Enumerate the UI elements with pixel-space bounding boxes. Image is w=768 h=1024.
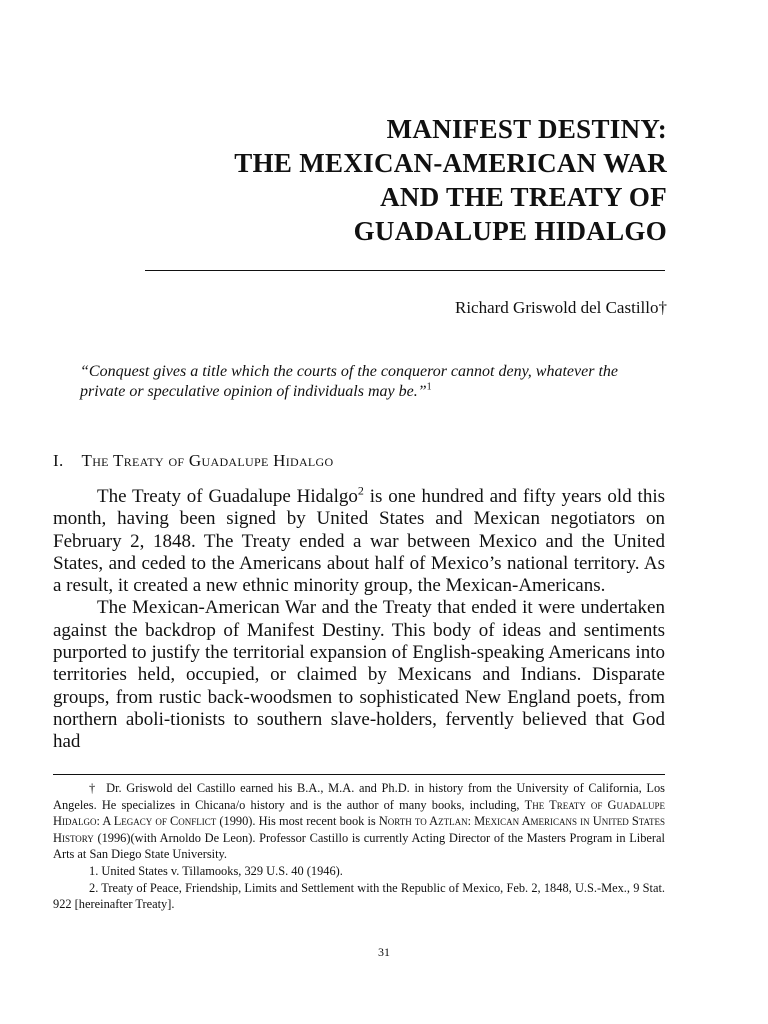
epigraph <box>80 362 640 402</box>
footnote-dagger-text-2: (1990). His most recent book is <box>216 814 379 829</box>
epigraph-footnote-ref: 1 <box>426 381 432 393</box>
footnote-2: 2. Treaty of Peace, Friendship, Limits and Settlement with the Republic of Mexico, Feb. 2, 1848, U.S.-Mex., 9 Stat. 922 [hereinafter Treaty]. <box>53 880 665 912</box>
section-title: The Treaty of Guadalupe Hidalgo <box>81 451 334 470</box>
epigraph-text: “Conquest gives a title which the courts of the conqueror cannot deny, whatever the private or speculative opinion of individuals may be.” <box>80 363 618 400</box>
paragraph-1 <box>53 483 665 597</box>
footnote-book-title-2: North to Aztlan: Mexican Americans in United States History <box>53 814 666 845</box>
author-byline <box>455 298 667 318</box>
footnote-dagger <box>53 780 665 863</box>
page-number: 31 <box>378 945 390 959</box>
author-footnote-mark: † <box>658 298 667 317</box>
title-line-2: THE MEXICAN-AMERICAN WAR <box>234 148 667 178</box>
footnote-book-title-1: The Treaty of Guadalupe Hidalgo: A Legacy of Conflict <box>53 797 665 829</box>
footnote-dagger-text-1: Dr. Griswold del Castillo earned his B.A., M.A. and Ph.D. in history from the University of California, Los Angeles. He specializes in Chicana/o history and is the author of many books, including, <box>53 781 666 812</box>
section-number: I. <box>53 451 64 470</box>
footnotes <box>53 780 665 913</box>
article-title <box>107 112 667 248</box>
title-line-3: AND THE TREATY OF <box>380 182 667 212</box>
footnote-dagger-mark: † <box>89 781 97 795</box>
body-text <box>53 483 665 754</box>
paragraph-1-rest: is one hundred and fifty years old this month, having been signed by United States and Mexican negotiators on February 2, 1848. The Treaty ended a war between Mexico and the United States, and ceded to the Americans about half of Mexico’s national territory. As a result, it created a new ethnic minority group, the Mexican-Americans. <box>53 486 665 597</box>
footnote-1: 1. United States v. Tillamooks, 329 U.S. 40 (1946). <box>89 863 343 878</box>
title-line-1: MANIFEST DESTINY: <box>386 114 667 144</box>
footnote-ref-2: 2 <box>357 483 364 498</box>
title-line-4: GUADALUPE HIDALGO <box>353 216 667 246</box>
paragraph-1-start: The Treaty of Guadalupe Hidalgo <box>97 486 358 507</box>
section-heading <box>53 451 334 471</box>
paragraph-2: The Mexican-American War and the Treaty that ended it were undertaken against the backdrop of Manifest Destiny. This body of ideas and sentiments purported to justify the territorial expansion of English-speaking Americans into territories held, occupied, or claimed by Mexicans and Indians. Disparate groups, from rustic back-woodsmen to sophisticated New England poets, from northern aboli-tionists to southern slave-holders, fervently believed that God had <box>53 597 665 753</box>
title-divider <box>145 270 665 271</box>
author-name: Richard Griswold del Castillo <box>454 298 659 317</box>
footnote-divider <box>53 774 665 775</box>
footnote-dagger-text-3: (1996)(with Arnoldo De Leon). Professor Castillo is currently Acting Director of the Masters Program in Liberal Arts at San Diego State University. <box>53 830 665 862</box>
